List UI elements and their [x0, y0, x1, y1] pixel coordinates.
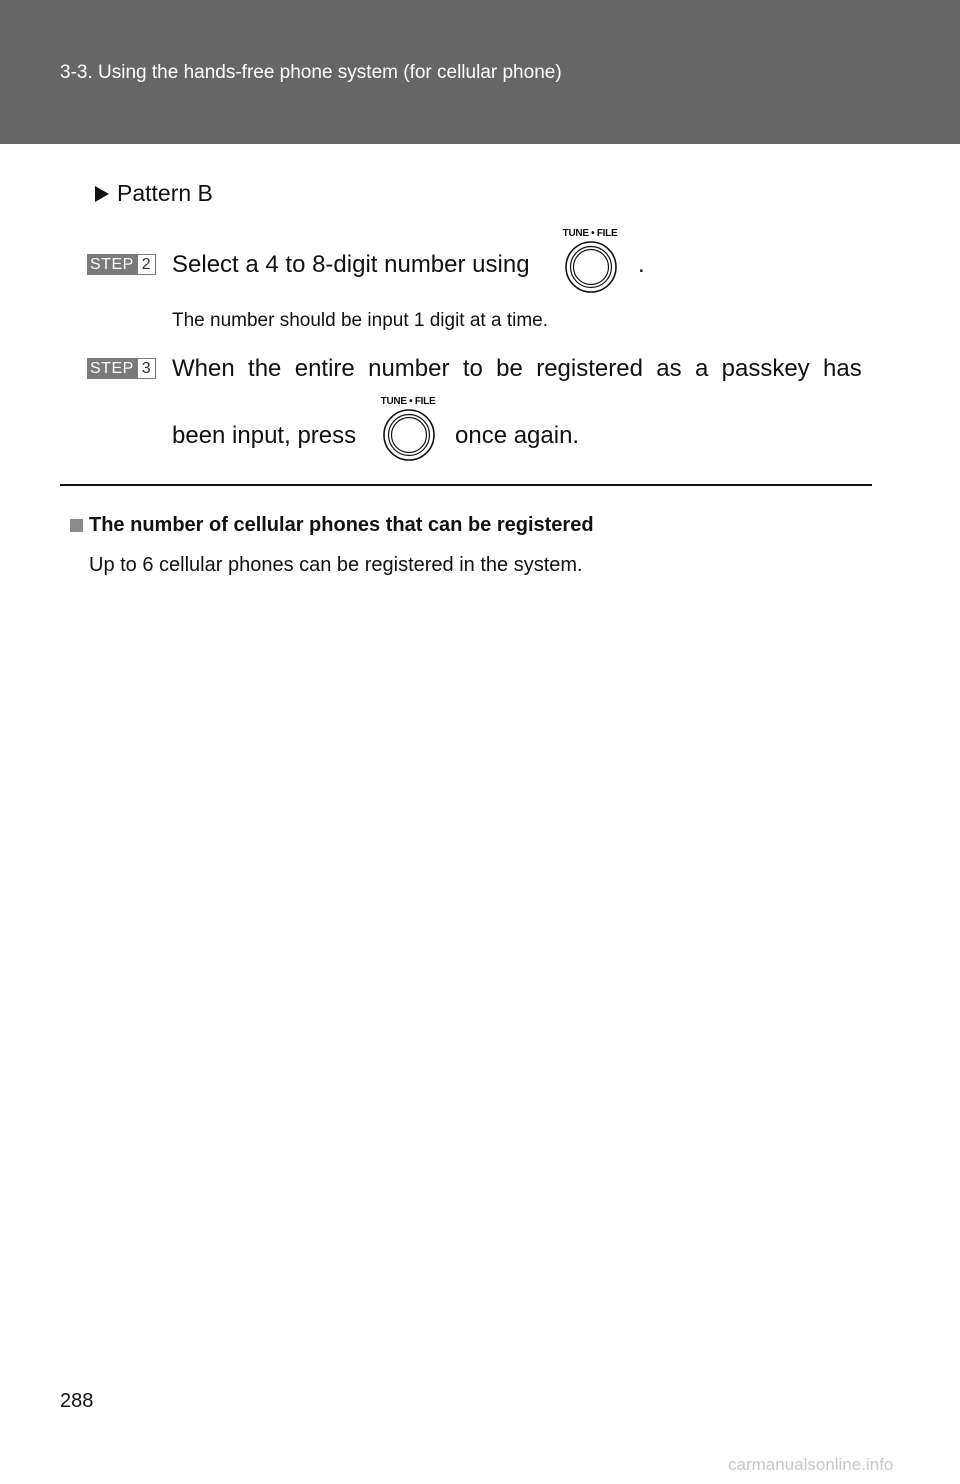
- step-3-badge: [87, 358, 156, 379]
- step-2-word: STEP: [87, 254, 137, 275]
- step-2-badge: [87, 254, 156, 275]
- pattern-label: Pattern B: [117, 180, 213, 206]
- info-heading-text: The number of cellular phones that can be registered: [89, 514, 594, 536]
- info-body: Up to 6 cellular phones can be registered in the system.: [89, 554, 583, 576]
- tune-file-knob-icon: [378, 396, 438, 460]
- watermark: carmanualsonline.info: [728, 1455, 894, 1474]
- step-2-text: Select a 4 to 8-digit number using: [172, 251, 530, 278]
- step-2-note: The number should be input 1 digit at a time.: [172, 310, 549, 331]
- knob-label: TUNE • FILE: [562, 228, 618, 239]
- info-heading: [70, 514, 594, 537]
- knob-dial-icon: [564, 240, 618, 294]
- knob-dial-icon: [382, 408, 436, 462]
- square-bullet-icon: [70, 519, 83, 532]
- triangle-bullet-icon: [95, 186, 109, 202]
- knob-label: TUNE • FILE: [380, 396, 436, 407]
- step-3-word: STEP: [87, 358, 137, 379]
- pattern-heading: [95, 180, 213, 207]
- tune-file-knob-icon: [560, 228, 620, 292]
- page-number: 288: [60, 1390, 94, 1412]
- page-header: [0, 0, 960, 144]
- step-3-number: 3: [137, 358, 156, 379]
- step-2-number: 2: [137, 254, 156, 275]
- step-3-line-1: When the entire number to be registered as a passkey has: [172, 355, 862, 382]
- step-2-period: .: [638, 251, 645, 278]
- step-3-text-end: once again.: [455, 422, 580, 449]
- step-3-text: been input, press: [172, 422, 357, 449]
- section-title: 3-3. Using the hands-free phone system (for cellular phone): [60, 62, 562, 83]
- section-divider: [60, 484, 872, 486]
